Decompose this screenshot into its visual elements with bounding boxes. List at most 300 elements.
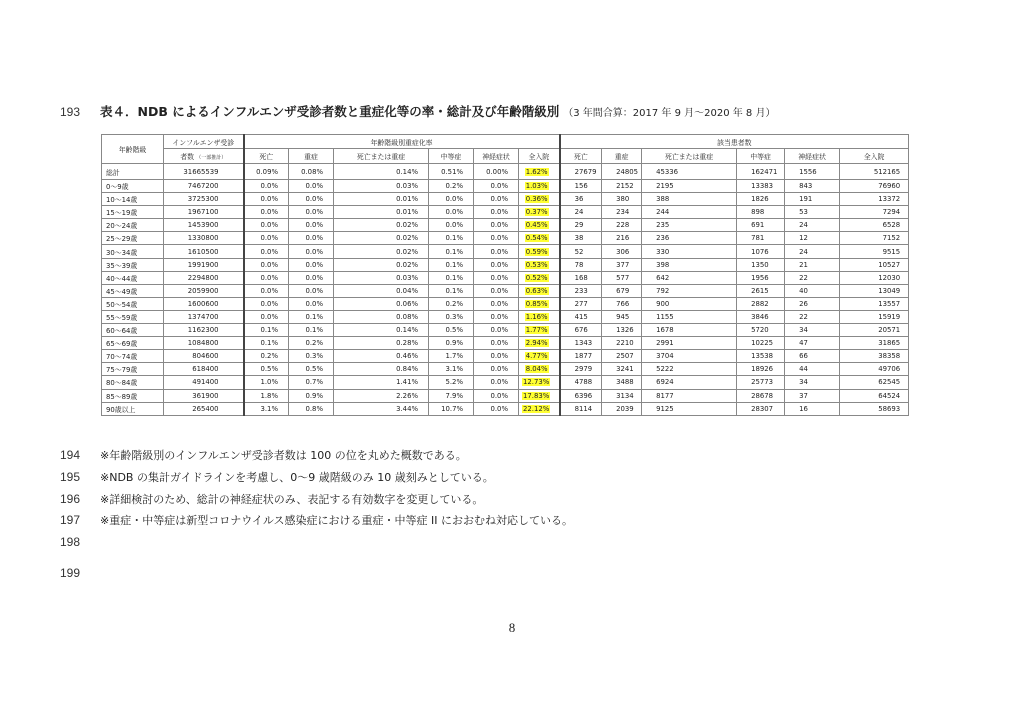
count-cell: 3134: [602, 389, 642, 402]
count-cell: 1155: [642, 310, 737, 323]
rate-cell: 0.2%: [289, 337, 334, 350]
age-cell: 50～54歳: [102, 297, 164, 310]
population-cell: 361900: [164, 389, 244, 402]
rate-cell: 0.0%: [244, 245, 289, 258]
highlighted-rate: 0.63%: [525, 286, 548, 295]
rate-cell: 0.0%: [244, 284, 289, 297]
influenza-table: [101, 134, 909, 416]
count-cell: 38358: [840, 350, 909, 363]
population-cell: 2059900: [164, 284, 244, 297]
table-row: [102, 206, 909, 219]
count-cell: 1343: [560, 337, 602, 350]
count-cell: 15919: [840, 310, 909, 323]
count-cell: 13383: [737, 180, 785, 193]
rate-cell: 0.1%: [244, 337, 289, 350]
subheader-count-3: 中等症: [737, 149, 785, 164]
count-cell: 380: [602, 193, 642, 206]
population-cell: 7467200: [164, 180, 244, 193]
count-cell: 45336: [642, 164, 737, 180]
population-cell: 3725300: [164, 193, 244, 206]
count-cell: 766: [602, 297, 642, 310]
rate-cell: 0.0%: [474, 271, 519, 284]
count-cell: 3704: [642, 350, 737, 363]
note-line: [60, 491, 483, 507]
table-row: [102, 310, 909, 323]
count-cell: 676: [560, 324, 602, 337]
count-cell: 2195: [642, 180, 737, 193]
hospitalization-rate-cell: [519, 258, 560, 271]
highlighted-rate: 0.59%: [525, 247, 548, 256]
count-cell: 36: [560, 193, 602, 206]
line-number: 193: [60, 105, 81, 119]
table-row: [102, 284, 909, 297]
count-cell: 29: [560, 219, 602, 232]
rate-cell: 0.46%: [334, 350, 429, 363]
rate-cell: 3.1%: [429, 363, 474, 376]
age-cell: 総計: [102, 164, 164, 180]
count-cell: 21: [785, 258, 840, 271]
age-cell: 45～49歳: [102, 284, 164, 297]
count-cell: 330: [642, 245, 737, 258]
rate-cell: 1.0%: [244, 376, 289, 389]
population-cell: 618400: [164, 363, 244, 376]
rate-cell: 0.02%: [334, 219, 429, 232]
count-cell: 13049: [840, 284, 909, 297]
rate-cell: 0.0%: [289, 271, 334, 284]
rate-cell: 0.04%: [334, 284, 429, 297]
count-cell: 6396: [560, 389, 602, 402]
count-cell: 900: [642, 297, 737, 310]
note-text: ※年齢階級別のインフルエンザ受診者数は 100 の位を丸めた概数である。: [100, 449, 467, 462]
rate-cell: 0.0%: [244, 271, 289, 284]
rate-cell: 0.0%: [244, 193, 289, 206]
age-cell: 40～44歳: [102, 271, 164, 284]
count-cell: 31865: [840, 337, 909, 350]
count-cell: 34: [785, 376, 840, 389]
count-cell: 47: [785, 337, 840, 350]
population-cell: 265400: [164, 402, 244, 415]
rate-cell: 0.08%: [289, 164, 334, 180]
rate-cell: 0.0%: [429, 219, 474, 232]
count-cell: 37: [785, 389, 840, 402]
count-cell: 168: [560, 271, 602, 284]
age-cell: 15～19歳: [102, 206, 164, 219]
rate-cell: 0.01%: [334, 206, 429, 219]
rate-cell: 1.41%: [334, 376, 429, 389]
rate-cell: 0.02%: [334, 232, 429, 245]
count-cell: 377: [602, 258, 642, 271]
population-cell: 491400: [164, 376, 244, 389]
page-number: 8: [508, 620, 516, 635]
hospitalization-rate-cell: [519, 206, 560, 219]
table-row: [102, 402, 909, 415]
count-cell: 306: [602, 245, 642, 258]
count-cell: 3846: [737, 310, 785, 323]
rate-cell: 0.14%: [334, 324, 429, 337]
highlighted-rate: 17.83%: [523, 391, 550, 400]
highlighted-rate: 0.52%: [525, 273, 548, 282]
count-cell: 233: [560, 284, 602, 297]
note-line: [60, 469, 494, 485]
rate-cell: 0.0%: [474, 363, 519, 376]
hospitalization-rate-cell: [519, 310, 560, 323]
hospitalization-rate-cell: [519, 297, 560, 310]
hospitalization-rate-cell: [519, 232, 560, 245]
table-row: [102, 271, 909, 284]
rate-cell: 5.2%: [429, 376, 474, 389]
table-row: [102, 245, 909, 258]
rate-cell: 0.0%: [289, 193, 334, 206]
count-cell: 2991: [642, 337, 737, 350]
rate-cell: 0.0%: [474, 337, 519, 350]
highlighted-rate: 1.16%: [525, 312, 548, 321]
count-cell: 16: [785, 402, 840, 415]
rate-cell: 0.0%: [474, 402, 519, 415]
count-cell: 228: [602, 219, 642, 232]
count-cell: 577: [602, 271, 642, 284]
population-cell: 1967100: [164, 206, 244, 219]
rate-cell: 0.0%: [289, 284, 334, 297]
count-cell: 1877: [560, 350, 602, 363]
highlighted-rate: 0.54%: [525, 234, 548, 243]
hospitalization-rate-cell: [519, 376, 560, 389]
count-cell: 28307: [737, 402, 785, 415]
count-cell: 512165: [840, 164, 909, 180]
header-rate-group: 年齢階級別重症化率: [244, 135, 560, 149]
rate-cell: 0.9%: [289, 389, 334, 402]
count-cell: 781: [737, 232, 785, 245]
highlighted-rate: 1.77%: [525, 326, 548, 335]
highlighted-rate: 12.73%: [523, 378, 550, 387]
count-cell: 66: [785, 350, 840, 363]
population-cell: 1162300: [164, 324, 244, 337]
hospitalization-rate-cell: [519, 245, 560, 258]
rate-cell: 0.0%: [289, 180, 334, 193]
count-cell: 236: [642, 232, 737, 245]
count-cell: 18926: [737, 363, 785, 376]
count-cell: 2210: [602, 337, 642, 350]
rate-cell: 0.1%: [289, 310, 334, 323]
table-row: [102, 324, 909, 337]
highlighted-rate: 1.62%: [525, 167, 548, 176]
age-cell: 80～84歳: [102, 376, 164, 389]
rate-cell: 0.1%: [429, 284, 474, 297]
count-cell: 415: [560, 310, 602, 323]
rate-cell: 0.0%: [474, 324, 519, 337]
table-header-row-2: [102, 149, 909, 164]
count-cell: 1956: [737, 271, 785, 284]
age-cell: 90歳以上: [102, 402, 164, 415]
rate-cell: 0.0%: [474, 376, 519, 389]
count-cell: 642: [642, 271, 737, 284]
header-population-note: （一部推計）: [196, 155, 227, 161]
count-cell: 6924: [642, 376, 737, 389]
age-cell: 65～69歳: [102, 337, 164, 350]
count-cell: 2979: [560, 363, 602, 376]
rate-cell: 0.0%: [244, 219, 289, 232]
rate-cell: 0.0%: [429, 206, 474, 219]
rate-cell: 0.0%: [244, 232, 289, 245]
rate-cell: 0.0%: [244, 310, 289, 323]
count-cell: 8177: [642, 389, 737, 402]
table-title: 表４．NDB によるインフルエンザ受診者数と重症化等の率・総計及び年齢階級別: [100, 104, 560, 119]
rate-cell: 3.44%: [334, 402, 429, 415]
count-cell: 898: [737, 206, 785, 219]
count-cell: 1326: [602, 324, 642, 337]
population-cell: 31665539: [164, 164, 244, 180]
hospitalization-rate-cell: [519, 219, 560, 232]
age-cell: 10～14歳: [102, 193, 164, 206]
highlighted-rate: 0.53%: [525, 260, 548, 269]
age-cell: 60～64歳: [102, 324, 164, 337]
rate-cell: 0.1%: [429, 258, 474, 271]
header-population: [164, 135, 244, 149]
count-cell: 27679: [560, 164, 602, 180]
age-cell: 70～74歳: [102, 350, 164, 363]
count-cell: 2152: [602, 180, 642, 193]
count-cell: 24: [560, 206, 602, 219]
count-cell: 843: [785, 180, 840, 193]
rate-cell: 0.84%: [334, 363, 429, 376]
count-cell: 679: [602, 284, 642, 297]
count-cell: 945: [602, 310, 642, 323]
rate-cell: 0.9%: [429, 337, 474, 350]
count-cell: 12030: [840, 271, 909, 284]
subheader-rate-4: 神経症状: [474, 149, 519, 164]
rate-cell: 0.03%: [334, 271, 429, 284]
population-cell: 2294800: [164, 271, 244, 284]
population-cell: 1374700: [164, 310, 244, 323]
hospitalization-rate-cell: [519, 402, 560, 415]
count-cell: 2507: [602, 350, 642, 363]
table-row: [102, 297, 909, 310]
rate-cell: 0.0%: [289, 219, 334, 232]
rate-cell: 10.7%: [429, 402, 474, 415]
count-cell: 2039: [602, 402, 642, 415]
header-population-line1: インフルエンザ受診: [172, 138, 235, 147]
table-row: [102, 337, 909, 350]
age-cell: 75～79歳: [102, 363, 164, 376]
table-title-note: （3 年間合算：2017 年 9 月～2020 年 8 月）: [563, 108, 776, 119]
highlighted-rate: 0.45%: [525, 221, 548, 230]
rate-cell: 0.8%: [289, 402, 334, 415]
count-cell: 9515: [840, 245, 909, 258]
count-cell: 13372: [840, 193, 909, 206]
rate-cell: 0.3%: [289, 350, 334, 363]
rate-cell: 0.0%: [474, 297, 519, 310]
count-cell: 156: [560, 180, 602, 193]
count-cell: 244: [642, 206, 737, 219]
hospitalization-rate-cell: [519, 389, 560, 402]
hospitalization-rate-cell: [519, 350, 560, 363]
rate-cell: 0.14%: [334, 164, 429, 180]
count-cell: 7294: [840, 206, 909, 219]
population-cell: 1610500: [164, 245, 244, 258]
rate-cell: 0.0%: [289, 297, 334, 310]
age-cell: 0～9歳: [102, 180, 164, 193]
count-cell: 235: [642, 219, 737, 232]
count-cell: 8114: [560, 402, 602, 415]
count-cell: 64524: [840, 389, 909, 402]
rate-cell: 0.01%: [334, 193, 429, 206]
count-cell: 28678: [737, 389, 785, 402]
rate-cell: 0.0%: [474, 389, 519, 402]
hospitalization-rate-cell: [519, 271, 560, 284]
count-cell: 22: [785, 310, 840, 323]
rate-cell: 0.2%: [244, 350, 289, 363]
rate-cell: 0.0%: [244, 180, 289, 193]
count-cell: 52: [560, 245, 602, 258]
table-body: [102, 164, 909, 416]
note-line: [60, 566, 100, 580]
rate-cell: 0.0%: [474, 350, 519, 363]
rate-cell: 0.0%: [474, 232, 519, 245]
count-cell: 398: [642, 258, 737, 271]
rate-cell: 0.7%: [289, 376, 334, 389]
rate-cell: 0.1%: [244, 324, 289, 337]
table-row: [102, 258, 909, 271]
count-cell: 13538: [737, 350, 785, 363]
subheader-count-2: 死亡または重症: [642, 149, 737, 164]
header-population-2: [164, 149, 244, 164]
rate-cell: 1.8%: [244, 389, 289, 402]
count-cell: 234: [602, 206, 642, 219]
rate-cell: 0.02%: [334, 258, 429, 271]
table-header-row-1: [102, 135, 909, 149]
header-population-line2: 者数: [180, 153, 195, 161]
count-cell: 2615: [737, 284, 785, 297]
count-cell: 5720: [737, 324, 785, 337]
subheader-rate-5: 全入院: [519, 149, 560, 164]
rate-cell: 0.0%: [474, 180, 519, 193]
table-row: [102, 193, 909, 206]
rate-cell: 0.3%: [429, 310, 474, 323]
count-cell: 78: [560, 258, 602, 271]
table-row: [102, 164, 909, 180]
count-cell: 5222: [642, 363, 737, 376]
count-cell: 13557: [840, 297, 909, 310]
table-row: [102, 363, 909, 376]
count-cell: 3241: [602, 363, 642, 376]
population-cell: 1330800: [164, 232, 244, 245]
line-number: 196: [60, 492, 81, 506]
highlighted-rate: 0.37%: [525, 208, 548, 217]
rate-cell: 3.1%: [244, 402, 289, 415]
count-cell: 58693: [840, 402, 909, 415]
table-title-line: [60, 102, 775, 120]
count-cell: 10527: [840, 258, 909, 271]
rate-cell: 0.1%: [429, 232, 474, 245]
rate-cell: 0.0%: [289, 232, 334, 245]
count-cell: 22: [785, 271, 840, 284]
rate-cell: 0.0%: [244, 297, 289, 310]
note-line: [60, 535, 100, 549]
rate-cell: 0.0%: [244, 258, 289, 271]
rate-cell: 0.1%: [429, 245, 474, 258]
subheader-rate-1: 重症: [289, 149, 334, 164]
count-cell: 277: [560, 297, 602, 310]
count-cell: 4788: [560, 376, 602, 389]
count-cell: 49706: [840, 363, 909, 376]
count-cell: 7152: [840, 232, 909, 245]
table-row: [102, 389, 909, 402]
count-cell: 12: [785, 232, 840, 245]
subheader-count-4: 神経症状: [785, 149, 840, 164]
rate-cell: 0.28%: [334, 337, 429, 350]
table-row: [102, 219, 909, 232]
count-cell: 34: [785, 324, 840, 337]
highlighted-rate: 22.12%: [523, 404, 550, 413]
count-cell: 38: [560, 232, 602, 245]
highlighted-rate: 4.77%: [525, 352, 548, 361]
count-cell: 6528: [840, 219, 909, 232]
rate-cell: 1.7%: [429, 350, 474, 363]
hospitalization-rate-cell: [519, 324, 560, 337]
count-cell: 24805: [602, 164, 642, 180]
age-cell: 55～59歳: [102, 310, 164, 323]
count-cell: 1076: [737, 245, 785, 258]
population-cell: 1453900: [164, 219, 244, 232]
count-cell: 1350: [737, 258, 785, 271]
line-number: 199: [60, 566, 81, 580]
rate-cell: 0.0%: [474, 258, 519, 271]
rate-cell: 0.5%: [289, 363, 334, 376]
count-cell: 44: [785, 363, 840, 376]
rate-cell: 0.0%: [474, 284, 519, 297]
rate-cell: 2.26%: [334, 389, 429, 402]
count-cell: 1556: [785, 164, 840, 180]
count-cell: 1826: [737, 193, 785, 206]
rate-cell: 0.5%: [429, 324, 474, 337]
header-count-group: 該当患者数: [560, 135, 909, 149]
highlighted-rate: 0.85%: [525, 299, 548, 308]
count-cell: 191: [785, 193, 840, 206]
table-row: [102, 376, 909, 389]
count-cell: 388: [642, 193, 737, 206]
rate-cell: 7.9%: [429, 389, 474, 402]
note-text: ※重症・中等症は新型コロナウイルス感染症における重症・中等症 II におおむね対応している。: [100, 514, 574, 527]
count-cell: 1678: [642, 324, 737, 337]
note-text: ※NDB の集計ガイドラインを考慮し、0～9 歳階級のみ 10 歳刻みとしている。: [100, 471, 494, 484]
rate-cell: 0.0%: [474, 206, 519, 219]
count-cell: 20571: [840, 324, 909, 337]
count-cell: 53: [785, 206, 840, 219]
rate-cell: 0.0%: [289, 206, 334, 219]
line-number: 194: [60, 448, 81, 462]
rate-cell: 0.02%: [334, 245, 429, 258]
count-cell: 76960: [840, 180, 909, 193]
hospitalization-rate-cell: [519, 193, 560, 206]
highlighted-rate: 1.03%: [525, 182, 548, 191]
subheader-count-5: 全入院: [840, 149, 909, 164]
count-cell: 162471: [737, 164, 785, 180]
rate-cell: 0.03%: [334, 180, 429, 193]
rate-cell: 0.0%: [474, 310, 519, 323]
count-cell: 24: [785, 219, 840, 232]
rate-cell: 0.0%: [429, 193, 474, 206]
note-line: [60, 447, 467, 463]
subheader-count-1: 重症: [602, 149, 642, 164]
rate-cell: 0.51%: [429, 164, 474, 180]
count-cell: 25773: [737, 376, 785, 389]
population-cell: 1084800: [164, 337, 244, 350]
rate-cell: 0.1%: [429, 271, 474, 284]
table-row: [102, 180, 909, 193]
hospitalization-rate-cell: [519, 337, 560, 350]
highlighted-rate: 2.94%: [525, 339, 548, 348]
subheader-rate-0: 死亡: [244, 149, 289, 164]
age-cell: 35～39歳: [102, 258, 164, 271]
